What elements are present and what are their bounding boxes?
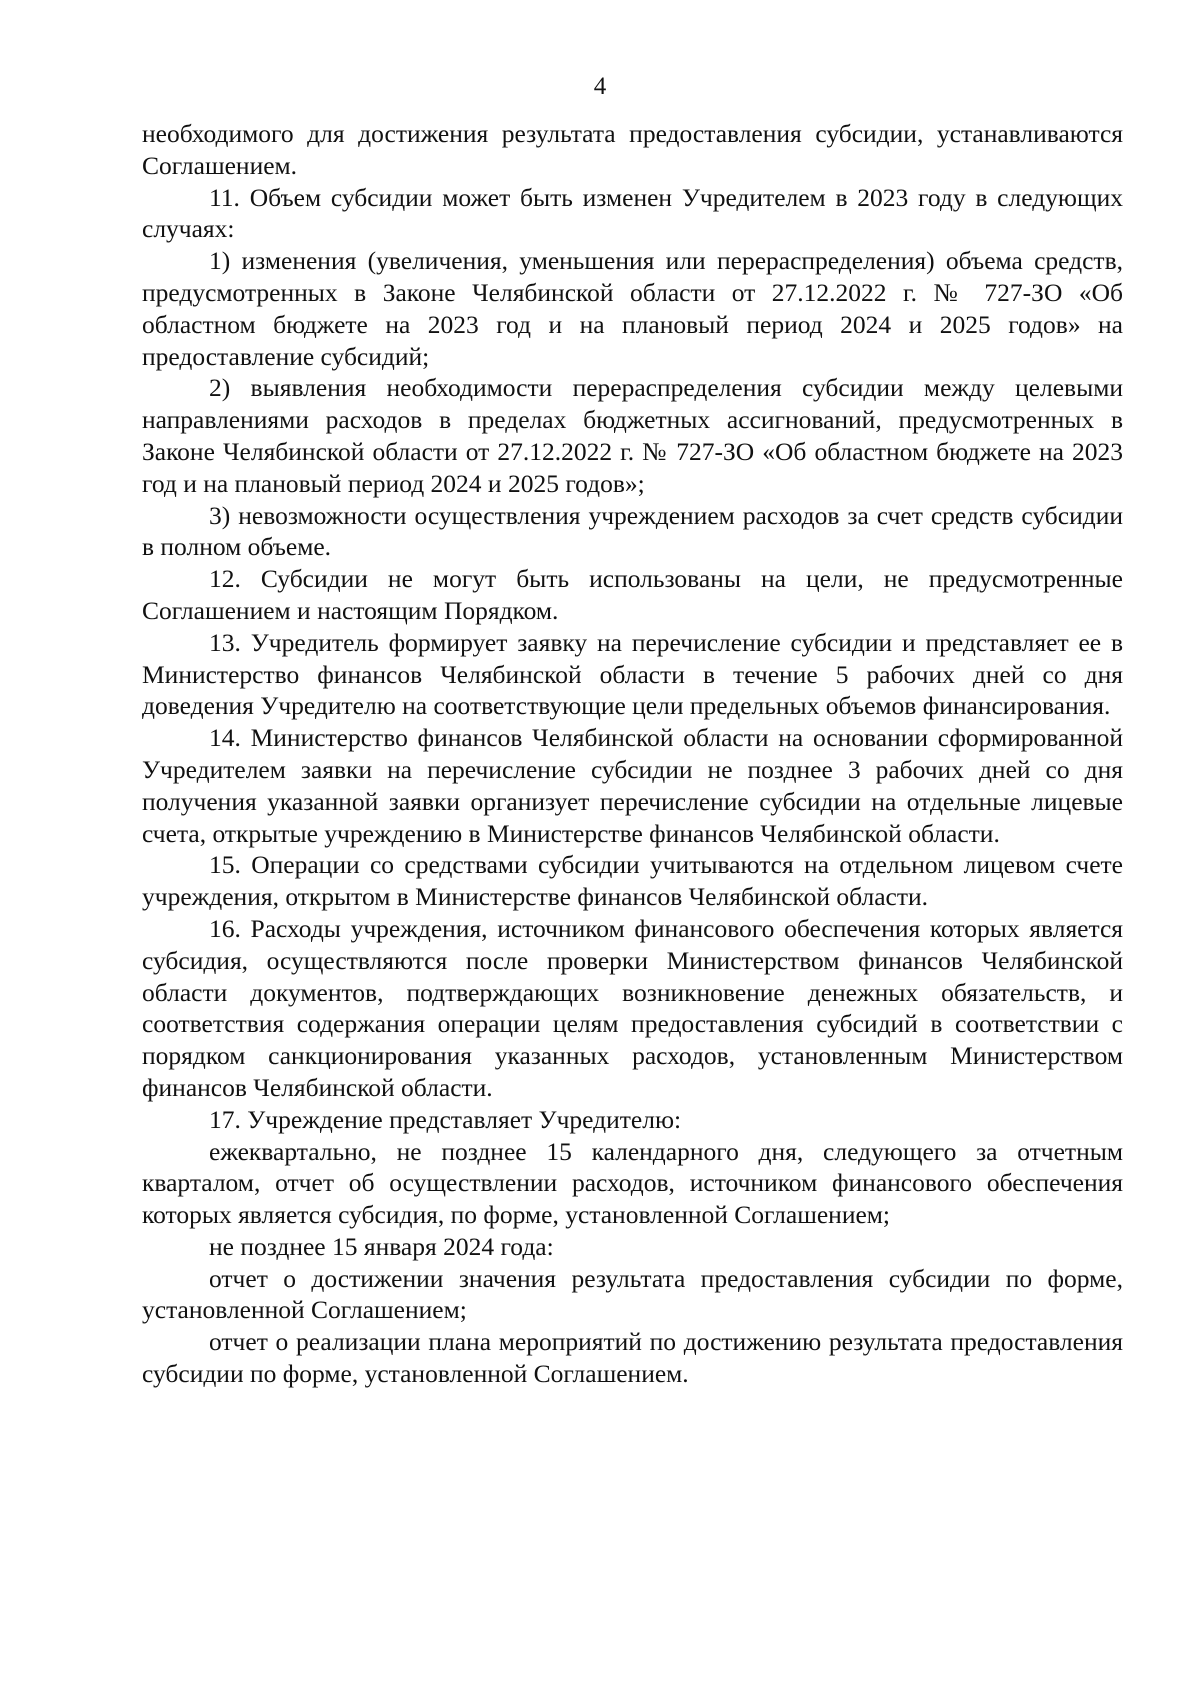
paragraph-clause-17-report-result: отчет о достижении значения результата предоставления субсидии по форме, установленной Соглашением;	[142, 1263, 1123, 1325]
paragraph-clause-17-quarterly: ежеквартально, не позднее 15 календарного дня, следующего за отчетным кварталом, отчет об осуществлении расходов, источником финансового обеспечения которых является субсидия, по форме, установленной Соглашением;	[142, 1136, 1123, 1230]
paragraph-clause-17: 17. Учреждение представляет Учредителю:	[209, 1104, 682, 1134]
paragraph-clause-13: 13. Учредитель формирует заявку на перечисление субсидии и представляет ее в Министерство финансов Челябинской области в течение 5 рабочих дней со дня доведения Учредителю на соответствующие цели предельных объемов финансирования.	[142, 627, 1123, 721]
paragraph-clause-15: 15. Операции со средствами субсидии учитываются на отдельном лицевом счете учреждения, открытом в Министерстве финансов Челябинской области.	[142, 850, 1123, 912]
paragraph-clause-12: 12. Субсидии не могут быть использованы на цели, не предусмотренные Соглашением и настоящим Порядком.	[142, 564, 1123, 625]
paragraph-clause-16: 16. Расходы учреждения, источником финансового обеспечения которых является субсидия, осуществляются после проверки Министерством финансов Челябинской области документов, подтверждающих возникновение денежных обязательств, и соответствия содержания операции целям предоставления субсидий в соответствии с порядком санкционирования указанных расходов, установленным Министерством финансов Челябинской области.	[142, 913, 1123, 1102]
document-body	[142, 118, 1123, 1390]
paragraph-clause-17-report-plan: отчет о реализации плана мероприятий по достижению результата предоставления субсидии по форме, установленной Соглашением.	[142, 1327, 1123, 1389]
paragraph-clause-11-item-1: 1) изменения (увеличения, уменьшения или перераспределения) объема средств, предусмотренных в Законе Челябинской области от 27.12.2022 г. № 727-ЗО «Об областном бюджете на 2023 год и на плановый период 2024 и 2025 годов» на предоставление субсидий;	[142, 246, 1123, 371]
paragraph-continuation: необходимого для достижения результата предоставления субсидии, устанавливаются Соглашением.	[142, 119, 1123, 180]
paragraph-clause-11: 11. Объем субсидии может быть изменен Учредителем в 2023 году в следующих случаях:	[142, 182, 1123, 244]
paragraph-clause-11-item-3: 3) невозможности осуществления учреждением расходов за счет средств субсидии в полном объеме.	[142, 500, 1123, 562]
page-number: 4	[593, 73, 607, 100]
paragraph-clause-17-deadline: не позднее 15 января 2024 года:	[209, 1231, 554, 1261]
paragraph-clause-11-item-2: 2) выявления необходимости перераспределения субсидии между целевыми направлениями расходов в пределах бюджетных ассигнований, предусмотренных в Законе Челябинской области от 27.12.2022 г. № 727-ЗО «Об областном бюджете на 2023 год и на плановый период 2024 и 2025 годов»;	[142, 373, 1123, 498]
paragraph-clause-14: 14. Министерство финансов Челябинской области на основании сформированной Учредителем заявки на перечисление субсидии не позднее 3 рабочих дней со дня получения указанной заявки организует перечисление субсидии на отдельные лицевые счета, открытые учреждению в Министерстве финансов Челябинской области.	[142, 723, 1123, 848]
